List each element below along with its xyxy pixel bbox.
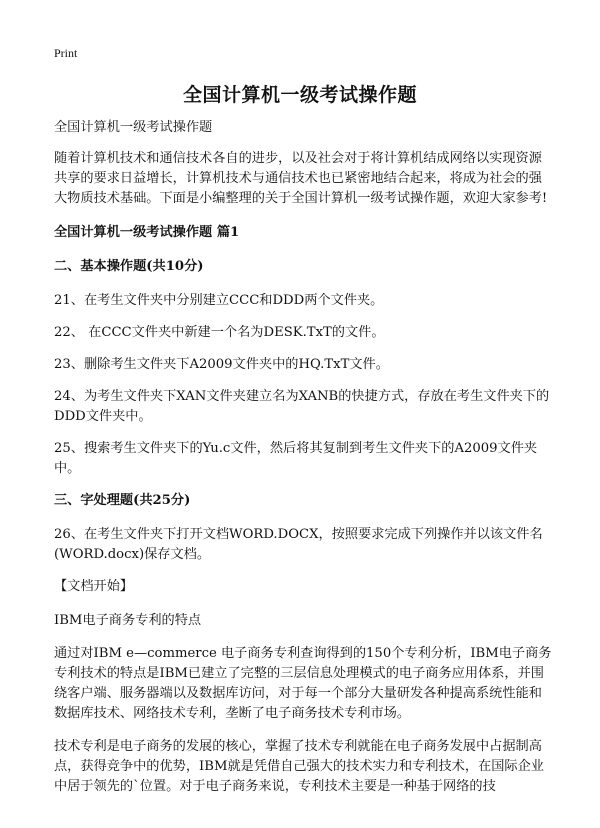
question-item: 26、在考生文件夹下打开文档WORD.DOCX，按照要求完成下列操作并以该文件名(WORD.docx)保存文档。	[54, 527, 543, 562]
article-title: IBM电子商务专利的特点	[54, 613, 202, 628]
question-item: 23、删除考生文件夹下A2009文件夹中的HQ.TxT文件。	[54, 357, 389, 372]
document-title: 全国计算机一级考试操作题	[182, 84, 417, 106]
section-heading-basic-operations: 二、基本操作题(共10分)	[54, 259, 204, 274]
question-item: 22、 在CCC文件夹中新建一个名为DESK.TxT的文件。	[54, 325, 385, 340]
intro-paragraph: 随着计算机技术和通信技术各自的进步，以及社会对于将计算机结成网络以实现资源共享的要求日益增长，计算机技术与通信技术也已紧密地结合起来，将成为社会的强大物质技术基础。下面是小编整理的关于全国计算机一级考试操作题，欢迎大家参考!	[54, 151, 548, 206]
article-paragraph: 通过对IBM e—commerce 电子商务专利查询得到的150个专利分析，IBM电子商务专利技术的特点是IBM已建立了完整的三层信息处理模式的电子商务应用体系，并围绕客户端、服务器端以及数据库访问，对于每一个部分大量研发各种提高系统性能和数据库技术、网络技术专利，垄断了电子商务技术专利市场。	[54, 646, 552, 721]
document-subtitle: 全国计算机一级考试操作题	[54, 120, 213, 135]
document-start-marker: 【文档开始】	[54, 579, 134, 594]
document-body	[54, 118, 552, 810]
section-heading-word-processing: 三、字处理题(共25分)	[54, 493, 191, 508]
question-item: 21、在考生文件夹中分别建立CCC和DDD两个文件夹。	[54, 293, 384, 308]
question-item: 24、为考生文件夹下XAN文件夹建立名为XANB的快捷方式，存放在考生文件夹下的DDD文件夹中。	[54, 389, 550, 424]
question-item: 25、搜索考生文件夹下的Yu.c文件，然后将其复制到考生文件夹下的A2009文件夹中。	[54, 441, 538, 476]
article-paragraph: 技术专利是电子商务的发展的核心，掌握了技术专利就能在电子商务发展中占据制高点，获得竞争中的优势，IBM就是凭借自己强大的技术实力和专利技术，在国际企业中居于领先的`位置。对于电子商务来说，专利技术主要是一种基于网络的技	[54, 739, 544, 794]
print-label: Print	[54, 46, 78, 60]
part-heading: 全国计算机一级考试操作题 篇1	[54, 225, 240, 240]
